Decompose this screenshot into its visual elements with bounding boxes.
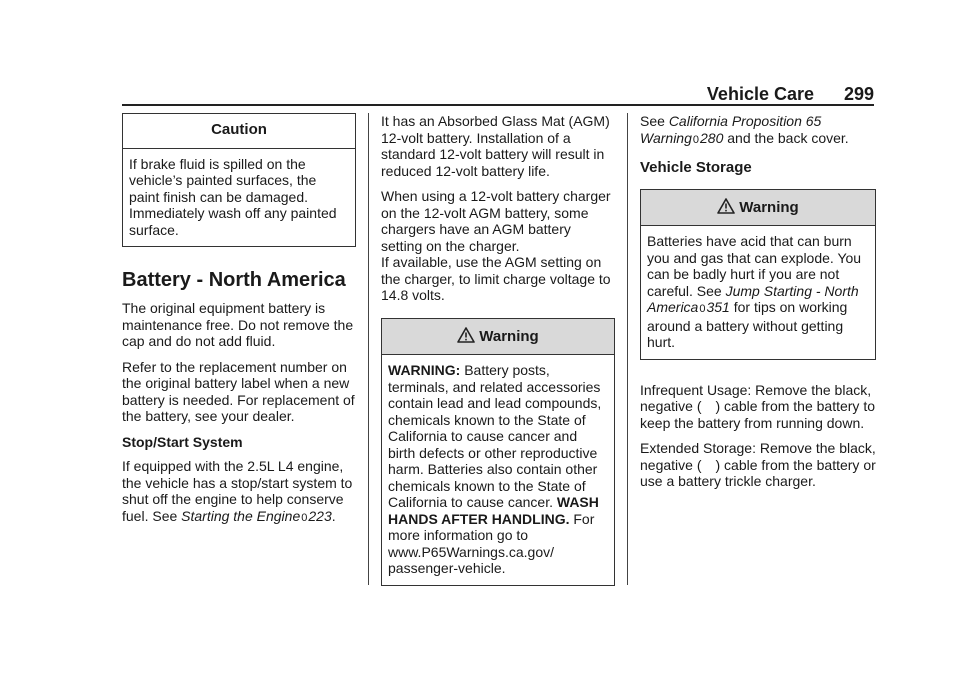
cross-reference-link[interactable]: California Proposition 65 Warning0280 (640, 113, 822, 146)
page-arrow-icon: 0 (301, 511, 308, 524)
warning-box (640, 189, 876, 360)
warning-box (381, 318, 615, 586)
paragraph: When using a 12-volt battery charger on the 12-volt AGM battery, some chargers have an AGM battery setting on the charger. If available, use the AGM setting on the charger, to limit charge voltage to 14.8 volts. (381, 188, 611, 303)
warning-body: Batteries have acid that can burn you and gas that can explode. You can be badly hurt if you are not careful. See Jump Starting - North America0351 for tips on working around a battery without getting hurt. (647, 233, 862, 350)
cross-reference-link[interactable]: Starting the Engine0223 (181, 507, 332, 524)
section-title: Vehicle Care (706, 84, 814, 104)
page-number: 299 (843, 84, 874, 104)
paragraph: See California Proposition 65 Warning0280 and the back cover. (640, 113, 849, 146)
paragraph: Extended Storage: Remove the black, negative ( ) cable from the battery or use a battery trickle charger. (640, 440, 876, 489)
paragraph: The original equipment battery is maintenance free. Do not remove the cap and do not add fluid. (122, 300, 354, 349)
paragraph: If equipped with the 2.5L L4 engine, the vehicle has a stop/start system to shut off the engine to help conserve fuel. See Starting the Engine0223. (122, 458, 353, 524)
column-divider (627, 113, 628, 585)
caution-box (122, 113, 356, 247)
warning-body: WARNING: Battery posts, terminals, and related accessories contain lead and lead compounds, chemicals known to the State of California to cause cancer and birth defects or other reproductive harm. Batteries also contain other chemicals known to the State of California to cause cancer. WASH HANDS AFTER HANDLING. For more information go to www.P65Warnings.ca.gov/ passenger-vehicle. (388, 362, 602, 576)
page-arrow-icon: 0 (699, 303, 706, 315)
column-2 (381, 113, 615, 586)
caution-body: If brake fluid is spilled on the vehicle’s painted surfaces, the paint finish can be damaged. Immediately wash off any painted surface. (129, 155, 337, 238)
paragraph: It has an Absorbed Glass Mat (AGM) 12-volt battery. Installation of a standard 12-volt battery will result in reduced 12-volt battery life. (381, 113, 610, 179)
caution-title: Caution (123, 114, 355, 149)
column-3 (640, 113, 876, 499)
paragraph: Infrequent Usage: Remove the black, negative ( ) cable from the battery to keep the battery from running down. (640, 381, 875, 431)
page-header (122, 84, 874, 104)
column-1 (122, 113, 356, 535)
warning-title: Warning (641, 190, 875, 227)
warning-icon (457, 327, 475, 343)
paragraph: Refer to the replacement number on the original battery label when a new battery is needed. For replacement of the battery, see your dealer. (122, 358, 355, 424)
warning-icon (717, 198, 735, 214)
vehicle-storage-heading: Vehicle Storage (640, 159, 752, 176)
battery-heading: Battery - North America (122, 269, 346, 291)
header-rule (122, 104, 874, 106)
page-arrow-icon: 0 (692, 133, 700, 146)
column-divider (368, 113, 369, 585)
cross-reference-link[interactable]: Jump Starting - North America0351 (647, 282, 859, 315)
stop-start-heading: Stop/Start System (122, 433, 243, 450)
warning-title: Warning (382, 319, 614, 356)
